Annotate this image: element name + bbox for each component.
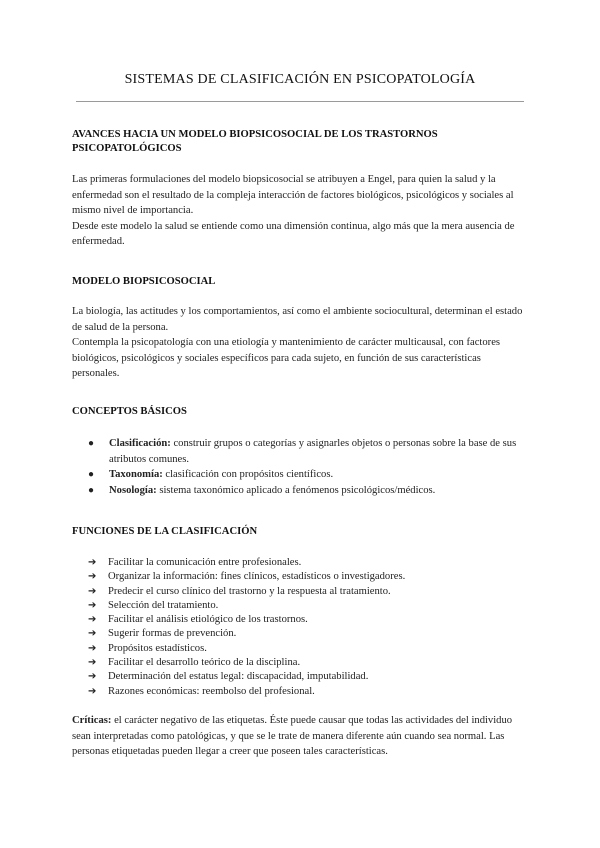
paragraph: La biología, las actitudes y los comportamientos, así como el ambiente sociocultural, determinan el estado de salud de la persona.	[72, 306, 523, 333]
section-heading: CONCEPTOS BÁSICOS	[72, 406, 187, 417]
section-heading: FUNCIONES DE LA CLASIFICACIÓN	[72, 526, 258, 537]
bullet-icon: ●	[88, 469, 95, 480]
document-title: SISTEMAS DE CLASIFICACIÓN EN PSICOPATOLOGÍA	[124, 72, 476, 87]
term: Taxonomía:	[109, 469, 163, 480]
bullet-icon: ●	[88, 438, 95, 449]
list-item	[72, 483, 528, 499]
list-item	[72, 670, 528, 684]
arrow-icon: ➔	[88, 642, 97, 654]
section-avances	[72, 128, 528, 250]
arrow-icon: ➔	[88, 599, 97, 611]
section-heading: MODELO BIOPSICOSOCIAL	[72, 276, 216, 287]
list-item	[72, 642, 528, 656]
list-item	[72, 570, 528, 584]
section-criticas	[72, 713, 528, 760]
item-text: Sugerir formas de prevención.	[108, 628, 237, 640]
paragraph: Contempla la psicopatología con una etiología y mantenimiento de carácter multicausal, con factores biológicos, psicológicos y sociales específicos para cada sujeto, en función de sus características personales.	[72, 337, 501, 379]
definition: sistema taxonómico aplicado a fenómenos psicológicos/médicos.	[156, 484, 436, 496]
concepts-list	[72, 436, 528, 498]
critica-text: el carácter negativo de las etiquetas. Éste puede causar que todas las actividades del individuo sean interpretadas como patológicas, y que se le trate de manera diferente aún cuando sea normal. Las personas etiquetadas pueden llegar a creer que poseen tales características.	[72, 715, 513, 757]
functions-list	[72, 556, 528, 699]
list-item	[72, 599, 528, 613]
item-text: Predecir el curso clínico del trastorno y la respuesta al tratamiento.	[108, 585, 391, 597]
arrow-icon: ➔	[88, 614, 97, 626]
list-item	[72, 556, 528, 570]
arrow-icon: ➔	[88, 557, 97, 568]
section-modelo-biopsicosocial	[72, 275, 528, 382]
list-item	[72, 467, 528, 483]
list-item	[72, 685, 528, 699]
paragraph	[72, 713, 528, 760]
item-text: Facilitar la comunicación entre profesionales.	[108, 557, 302, 568]
list-item	[72, 656, 528, 670]
list-item	[72, 627, 528, 641]
item-text: Propósitos estadísticos.	[108, 642, 207, 654]
bullet-icon: ●	[88, 484, 95, 496]
item-text: Selección del tratamiento.	[108, 599, 219, 611]
list-item	[72, 436, 528, 467]
term: Nosología:	[109, 484, 157, 496]
item-text: Razones económicas: reembolso del profesional.	[108, 685, 315, 697]
arrow-icon: ➔	[88, 657, 97, 669]
item-text: Facilitar el desarrollo teórico de la disciplina.	[108, 657, 301, 669]
arrow-icon: ➔	[88, 585, 97, 597]
paragraph: Desde este modelo la salud se entiende como una dimensión continua, algo más que la mera ausencia de enfermedad.	[72, 220, 515, 247]
list-item	[72, 613, 528, 627]
paragraph: Las primeras formulaciones del modelo biopsicosocial se atribuyen a Engel, para quien la salud y la enfermedad son el resultado de la compleja interacción de factores biológicos, psicológicos y sociales al mismo nivel de importancia.	[72, 174, 514, 216]
term: Críticas:	[72, 715, 112, 726]
definition: clasificación con propósitos científicos.	[162, 469, 334, 480]
item-text: Organizar la información: fines clínicos, estadísticos o investigadores.	[108, 571, 406, 583]
arrow-icon: ➔	[88, 628, 97, 640]
arrow-icon: ➔	[88, 685, 97, 697]
term: Clasificación:	[109, 438, 171, 449]
title-divider	[76, 101, 524, 102]
arrow-icon: ➔	[88, 671, 97, 683]
item-text: Facilitar el análisis etiológico de los trastornos.	[108, 614, 308, 626]
definition: construir grupos o categorías y asignarles objetos o personas sobre la base de sus atributos comunes.	[109, 438, 517, 465]
list-item	[72, 585, 528, 599]
section-funciones	[72, 525, 528, 699]
item-text: Determinación del estatus legal: discapacidad, imputabilidad.	[108, 671, 369, 683]
section-conceptos-basicos	[72, 405, 528, 498]
section-heading: AVANCES HACIA UN MODELO BIOPSICOSOCIAL DE LOS TRASTORNOS PSICOPATOLÓGICOS	[72, 129, 438, 154]
arrow-icon: ➔	[88, 571, 97, 583]
